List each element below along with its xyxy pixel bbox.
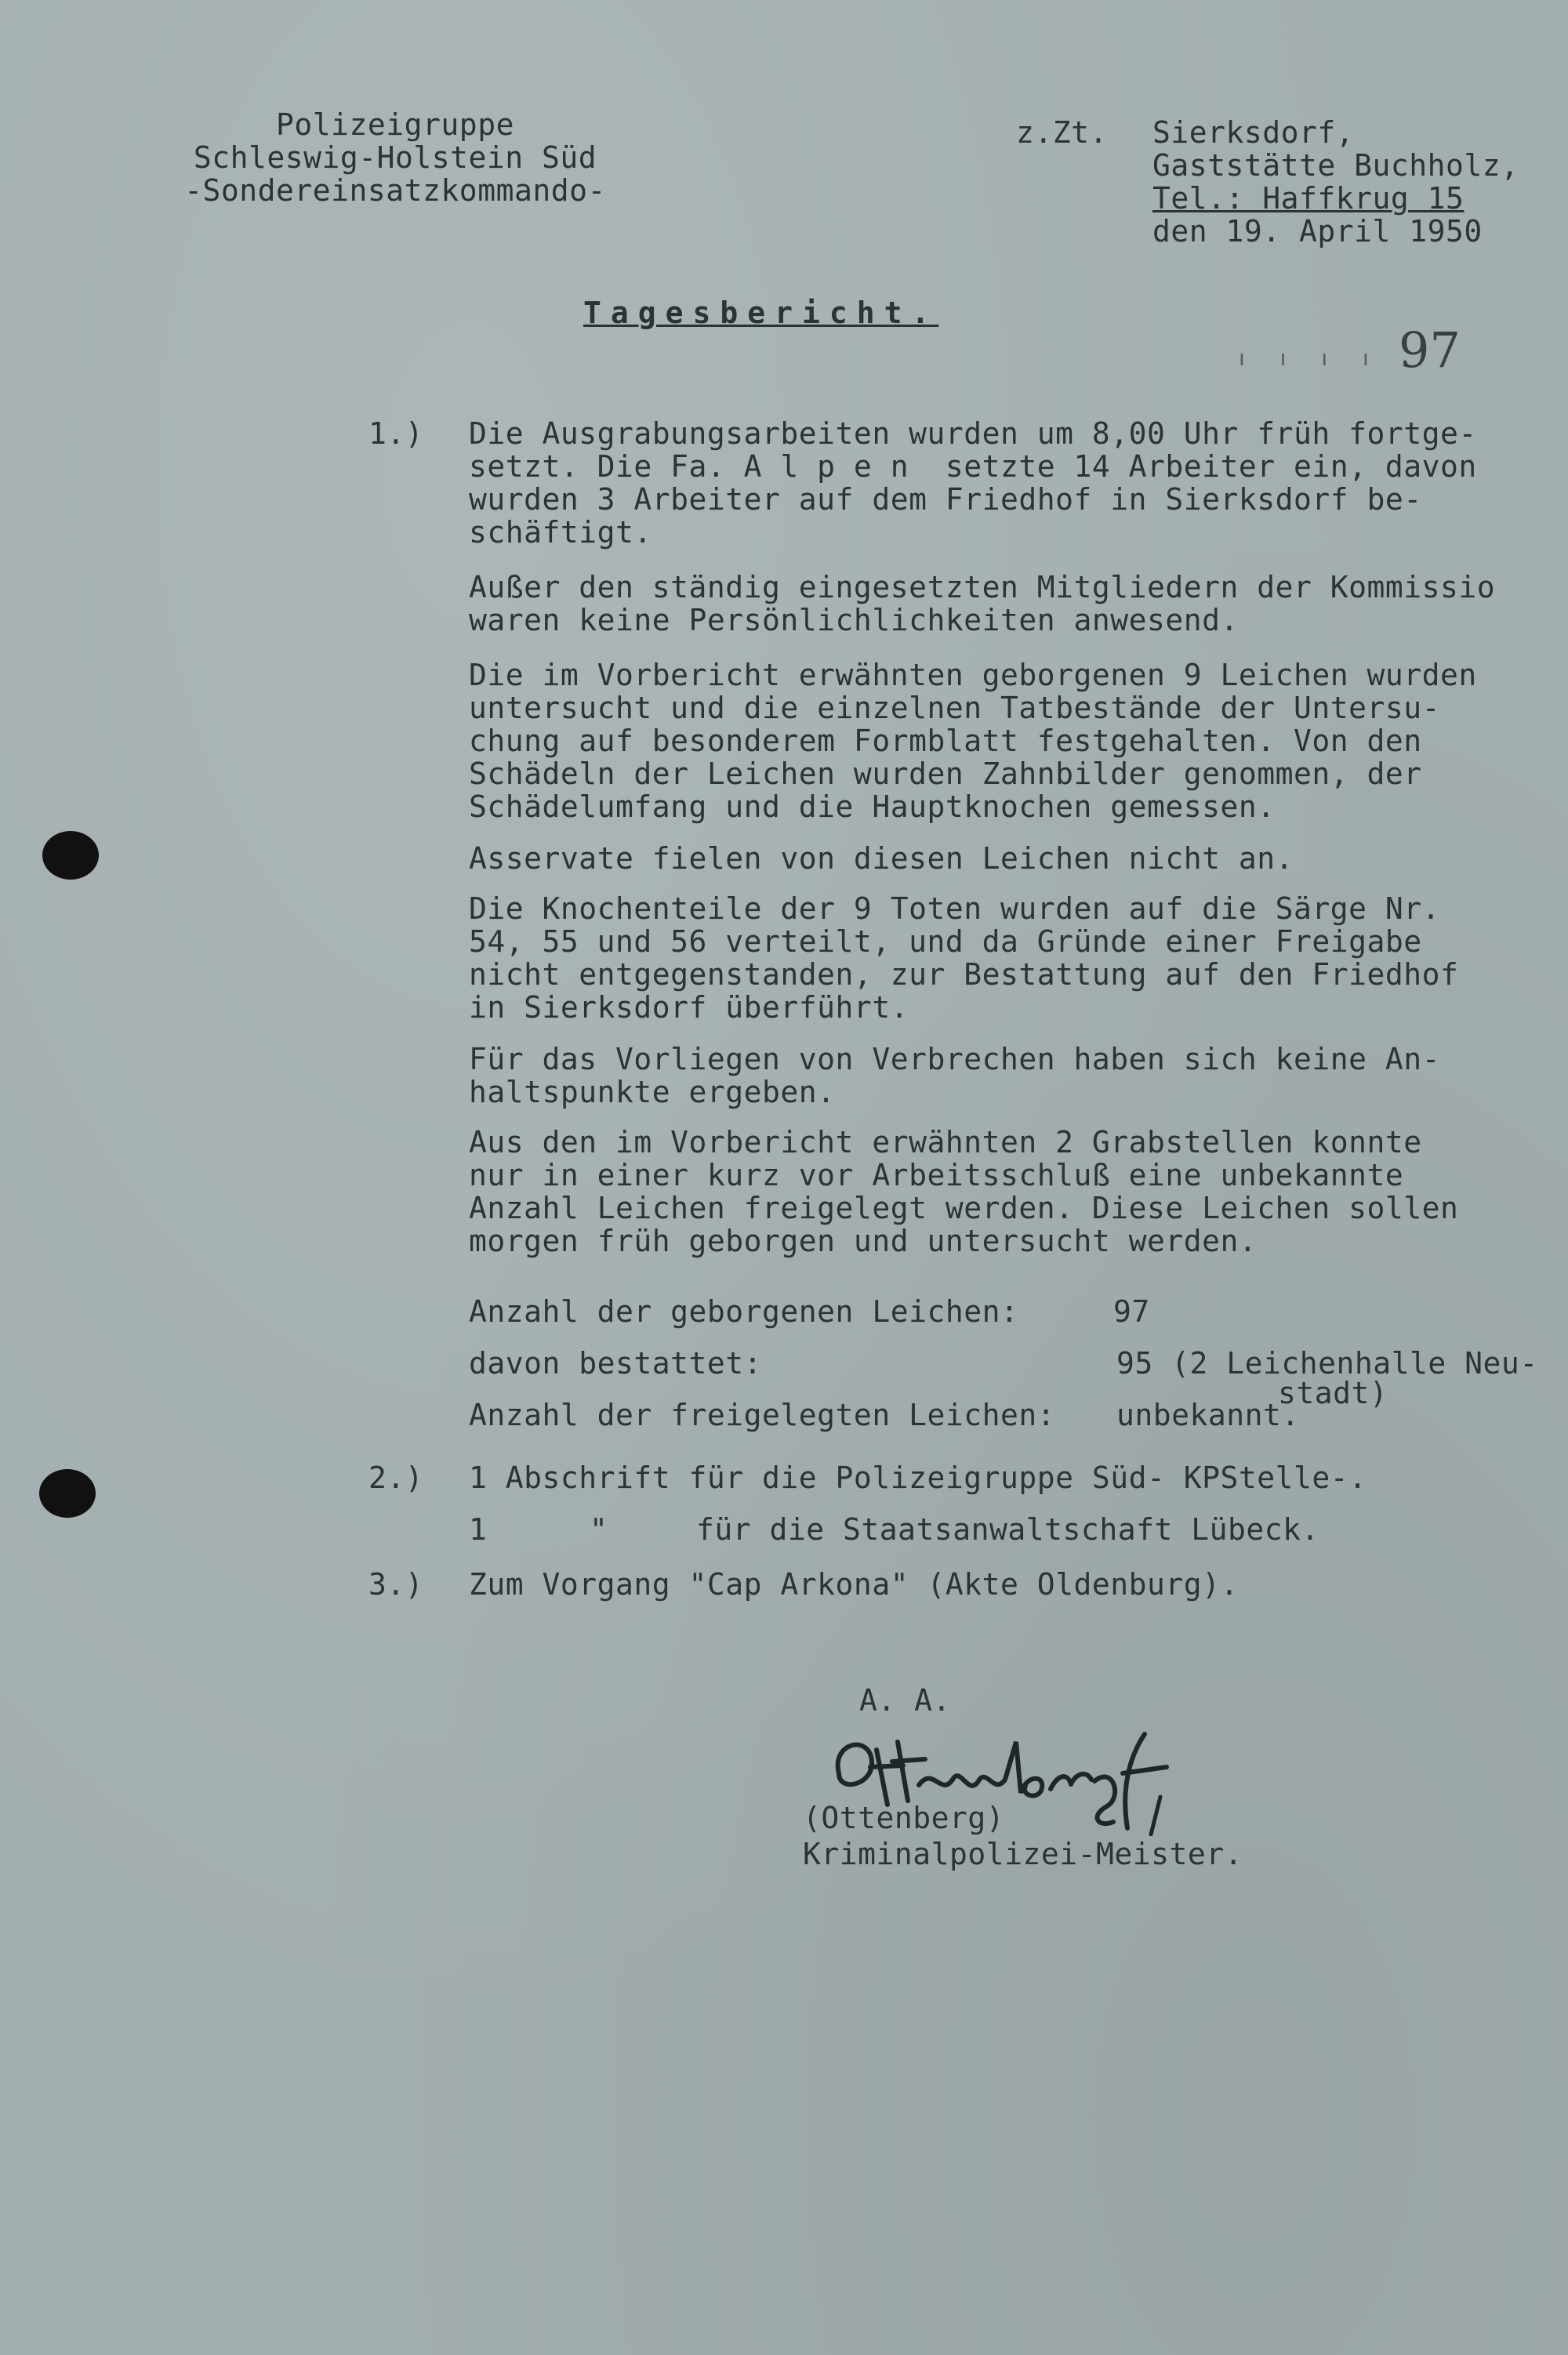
text-line: 54, 55 und 56 verteilt, und da Gründe einer Freigabe — [469, 924, 1422, 959]
org-line-2: Schleswig-Holstein Süd — [193, 140, 597, 175]
text-line: Außer den ständig eingesetzten Mitgliedern der Kommissio — [469, 570, 1496, 604]
org-line-3: -Sondereinsatzkommando- — [184, 173, 606, 208]
section-1-para-3 — [469, 659, 1477, 823]
signatory-rank: Kriminalpolizei-Meister. — [803, 1837, 1243, 1871]
exposed-label: Anzahl der freigelegten Leichen: — [469, 1398, 1056, 1432]
section-1-marker: 1.) — [368, 416, 424, 451]
page-number: 97 — [1399, 321, 1461, 379]
text-line: Die Knochenteile der 9 Toten wurden auf die Särge Nr. — [469, 891, 1441, 926]
text-line: Schädeln der Leichen wurden Zahnbilder genommen, der — [469, 757, 1422, 791]
buried-label: davon bestattet: — [469, 1346, 763, 1381]
section-1-para-7 — [469, 1126, 1458, 1257]
section-1-para-1 — [469, 417, 1477, 549]
text-line: in Sierksdorf überführt. — [469, 990, 909, 1025]
text-line: chung auf besonderem Formblatt festgehalten. Von den — [469, 724, 1422, 758]
recovered-value: 97 — [1113, 1294, 1150, 1329]
copy-line-2-ditto: " — [590, 1512, 608, 1547]
location-block — [1152, 116, 1519, 248]
punch-hole-bottom — [39, 1469, 96, 1518]
section-3-marker: 3.) — [368, 1567, 424, 1602]
location-prefix: z.Zt. — [1016, 115, 1108, 150]
section-1-para-5 — [469, 892, 1458, 1024]
buried-note: stadt) — [1278, 1376, 1388, 1410]
section-1-para-6 — [469, 1043, 1440, 1109]
text-line: nicht entgegenstanden, zur Bestattung auf den Friedhof — [469, 957, 1459, 992]
text-line: untersucht und die einzelnen Tatbestände der Untersu- — [469, 691, 1441, 725]
text-line: morgen früh geborgen und untersucht werden. — [469, 1224, 1258, 1258]
text-line: Die Ausgrabungsarbeiten wurden um 8,00 Uhr früh fortge- — [469, 416, 1477, 451]
reference-line: Zum Vorgang "Cap Arkona" (Akte Oldenburg). — [469, 1567, 1239, 1602]
buried-value: 95 (2 Leichenhalle Neu- — [1116, 1346, 1538, 1381]
copy-line-1: 1 Abschrift für die Polizeigruppe Süd- KPStelle-. — [469, 1461, 1367, 1495]
section-1-para-4 — [469, 842, 1294, 875]
text-line: schäftigt. — [469, 515, 652, 550]
text-line: haltspunkte ergeben. — [469, 1075, 836, 1109]
org-header — [176, 108, 615, 207]
text-line: Aus den im Vorbericht erwähnten 2 Grabstellen konnte — [469, 1125, 1422, 1159]
location-line-3: Tel.: Haffkrug 15 — [1152, 181, 1465, 216]
text-line: nur in einer kurz vor Arbeitsschluß eine unbekannte — [469, 1158, 1404, 1192]
recovered-label: Anzahl der geborgenen Leichen: — [469, 1294, 1019, 1329]
location-line-2: Gaststätte Buchholz, — [1152, 148, 1519, 183]
copy-line-2-count: 1 — [469, 1512, 488, 1547]
org-line-1: Polizeigruppe — [276, 107, 514, 142]
page-number-marks: ı ı ı ı — [1239, 345, 1383, 371]
location-line-1: Sierksdorf, — [1152, 115, 1355, 150]
text-line: Für das Vorliegen von Verbrechen haben sich keine An- — [469, 1042, 1441, 1076]
text-line: setzt. Die Fa. A l p e n setzte 14 Arbeiter ein, davon — [469, 449, 1477, 484]
signatory-name: (Ottenberg) — [803, 1801, 1005, 1835]
copy-line-2-text: für die Staatsanwaltschaft Lübeck. — [696, 1512, 1319, 1547]
punch-hole-top — [42, 831, 99, 880]
exposed-value: unbekannt. — [1116, 1398, 1300, 1432]
text-line: Schädelumfang und die Hauptknochen gemessen. — [469, 789, 1276, 824]
text-line: wurden 3 Arbeiter auf dem Friedhof in Sierksdorf be- — [469, 482, 1422, 517]
date-line: den 19. April 1950 — [1152, 214, 1483, 249]
section-1-para-2 — [469, 571, 1495, 637]
signature-prefix: A. A. — [859, 1683, 951, 1718]
section-2-marker: 2.) — [368, 1461, 424, 1495]
text-line: Anzahl Leichen freigelegt werden. Diese Leichen sollen — [469, 1191, 1459, 1225]
text-line: waren keine Persönlichlichkeiten anwesend. — [469, 603, 1239, 637]
text-line: Asservate fielen von diesen Leichen nicht an. — [469, 841, 1294, 876]
text-line: Die im Vorbericht erwähnten geborgenen 9 Leichen wurden — [469, 658, 1477, 692]
document-title: Tagesbericht. — [583, 296, 939, 330]
